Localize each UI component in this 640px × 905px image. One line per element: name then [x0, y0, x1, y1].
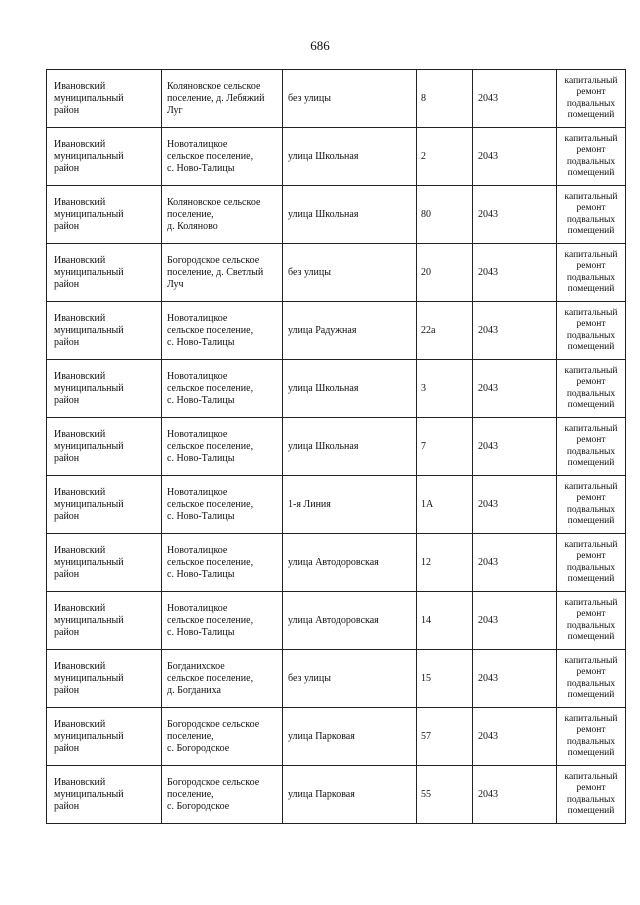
table-row — [47, 476, 626, 534]
district-cell-text: Ивановский муниципальный район — [54, 196, 124, 232]
table-row — [47, 244, 626, 302]
year-cell — [473, 128, 557, 186]
street-cell-text: без улицы — [288, 672, 331, 684]
registry-table-body — [47, 70, 626, 824]
house-number-cell-text: 7 — [421, 440, 426, 452]
year-cell-text: 2043 — [478, 788, 498, 800]
table-row — [47, 708, 626, 766]
settlement-cell-text: Богородское сельское поселение, с. Богородское — [167, 718, 260, 754]
settlement-cell — [162, 534, 283, 592]
street-cell-text: улица Школьная — [288, 150, 359, 162]
settlement-cell-text: Новоталицкое сельское поселение, с. Ново-Талицы — [167, 428, 254, 464]
street-cell-text: улица Парковая — [288, 788, 355, 800]
work-type-cell — [557, 476, 626, 534]
house-number-cell-text: 55 — [421, 788, 431, 800]
street-cell — [283, 186, 417, 244]
district-cell — [47, 766, 162, 824]
house-number-cell-text: 14 — [421, 614, 431, 626]
house-number-cell — [417, 128, 473, 186]
work-type-cell — [557, 650, 626, 708]
house-number-cell — [417, 360, 473, 418]
street-cell — [283, 476, 417, 534]
registry-table — [46, 69, 626, 824]
year-cell — [473, 360, 557, 418]
street-cell — [283, 418, 417, 476]
year-cell — [473, 302, 557, 360]
table-row — [47, 70, 626, 128]
street-cell-text: без улицы — [288, 266, 331, 278]
year-cell-text: 2043 — [478, 556, 498, 568]
year-cell-text: 2043 — [478, 382, 498, 394]
street-cell-text: улица Автодоровская — [288, 556, 379, 568]
street-cell — [283, 534, 417, 592]
settlement-cell-text: Богородское сельское поселение, с. Богородское — [167, 776, 260, 812]
district-cell-text: Ивановский муниципальный район — [54, 660, 124, 696]
house-number-cell-text: 20 — [421, 266, 431, 278]
district-cell — [47, 128, 162, 186]
settlement-cell — [162, 360, 283, 418]
house-number-cell-text: 12 — [421, 556, 431, 568]
street-cell-text: улица Школьная — [288, 440, 359, 452]
street-cell — [283, 708, 417, 766]
settlement-cell-text: Новоталицкое сельское поселение, с. Ново-Талицы — [167, 138, 254, 174]
settlement-cell-text: Богородское сельское поселение, д. Светлый Луч — [167, 254, 264, 290]
house-number-cell-text: 1А — [421, 498, 434, 510]
work-type-cell — [557, 244, 626, 302]
table-row — [47, 302, 626, 360]
house-number-cell — [417, 302, 473, 360]
year-cell-text: 2043 — [478, 208, 498, 220]
house-number-cell — [417, 244, 473, 302]
year-cell — [473, 476, 557, 534]
settlement-cell-text: Новоталицкое сельское поселение, с. Ново-Талицы — [167, 544, 254, 580]
district-cell — [47, 186, 162, 244]
year-cell — [473, 708, 557, 766]
table-row — [47, 766, 626, 824]
street-cell — [283, 128, 417, 186]
street-cell — [283, 244, 417, 302]
settlement-cell-text: Коляновское сельское поселение, д. Лебяжий Луг — [167, 80, 265, 116]
work-type-cell — [557, 360, 626, 418]
year-cell — [473, 186, 557, 244]
work-type-cell-text: капитальный ремонт подвальных помещений — [564, 75, 618, 120]
work-type-cell — [557, 708, 626, 766]
table-row — [47, 592, 626, 650]
house-number-cell-text: 80 — [421, 208, 431, 220]
settlement-cell — [162, 592, 283, 650]
district-cell-text: Ивановский муниципальный район — [54, 428, 124, 464]
street-cell-text: улица Автодоровская — [288, 614, 379, 626]
district-cell — [47, 244, 162, 302]
settlement-cell-text: Новоталицкое сельское поселение, с. Ново-Талицы — [167, 370, 254, 406]
work-type-cell-text: капитальный ремонт подвальных помещений — [564, 655, 618, 700]
work-type-cell-text: капитальный ремонт подвальных помещений — [564, 133, 618, 178]
district-cell-text: Ивановский муниципальный район — [54, 80, 124, 116]
house-number-cell-text: 3 — [421, 382, 426, 394]
settlement-cell — [162, 708, 283, 766]
settlement-cell — [162, 766, 283, 824]
work-type-cell-text: капитальный ремонт подвальных помещений — [564, 481, 618, 526]
settlement-cell — [162, 186, 283, 244]
year-cell — [473, 766, 557, 824]
work-type-cell-text: капитальный ремонт подвальных помещений — [564, 365, 618, 410]
street-cell — [283, 766, 417, 824]
street-cell — [283, 302, 417, 360]
settlement-cell — [162, 244, 283, 302]
district-cell-text: Ивановский муниципальный район — [54, 718, 124, 754]
work-type-cell-text: капитальный ремонт подвальных помещений — [564, 307, 618, 352]
work-type-cell — [557, 302, 626, 360]
settlement-cell — [162, 418, 283, 476]
work-type-cell-text: капитальный ремонт подвальных помещений — [564, 713, 618, 758]
settlement-cell-text: Новоталицкое сельское поселение, с. Ново-Талицы — [167, 486, 254, 522]
house-number-cell-text: 57 — [421, 730, 431, 742]
year-cell-text: 2043 — [478, 92, 498, 104]
settlement-cell — [162, 70, 283, 128]
house-number-cell — [417, 592, 473, 650]
district-cell-text: Ивановский муниципальный район — [54, 544, 124, 580]
street-cell — [283, 592, 417, 650]
year-cell-text: 2043 — [478, 672, 498, 684]
house-number-cell — [417, 650, 473, 708]
work-type-cell-text: капитальный ремонт подвальных помещений — [564, 191, 618, 236]
house-number-cell — [417, 534, 473, 592]
year-cell — [473, 650, 557, 708]
street-cell-text: улица Радужная — [288, 324, 357, 336]
street-cell-text: улица Парковая — [288, 730, 355, 742]
district-cell — [47, 70, 162, 128]
work-type-cell-text: капитальный ремонт подвальных помещений — [564, 249, 618, 294]
house-number-cell — [417, 766, 473, 824]
house-number-cell — [417, 418, 473, 476]
district-cell-text: Ивановский муниципальный район — [54, 486, 124, 522]
house-number-cell-text: 2 — [421, 150, 426, 162]
street-cell — [283, 360, 417, 418]
work-type-cell-text: капитальный ремонт подвальных помещений — [564, 423, 618, 468]
district-cell — [47, 650, 162, 708]
year-cell-text: 2043 — [478, 150, 498, 162]
work-type-cell — [557, 418, 626, 476]
street-cell-text: 1-я Линия — [288, 498, 331, 510]
year-cell-text: 2043 — [478, 614, 498, 626]
settlement-cell-text: Богданихское сельское поселение, д. Богданиха — [167, 660, 254, 696]
district-cell-text: Ивановский муниципальный район — [54, 312, 124, 348]
district-cell-text: Ивановский муниципальный район — [54, 254, 124, 290]
year-cell-text: 2043 — [478, 324, 498, 336]
table-row — [47, 360, 626, 418]
settlement-cell-text: Новоталицкое сельское поселение, с. Ново-Талицы — [167, 602, 254, 638]
district-cell — [47, 476, 162, 534]
work-type-cell — [557, 592, 626, 650]
street-cell-text: без улицы — [288, 92, 331, 104]
house-number-cell — [417, 186, 473, 244]
work-type-cell — [557, 186, 626, 244]
table-row — [47, 186, 626, 244]
house-number-cell — [417, 476, 473, 534]
settlement-cell-text: Новоталицкое сельское поселение, с. Ново-Талицы — [167, 312, 254, 348]
work-type-cell-text: капитальный ремонт подвальных помещений — [564, 771, 618, 816]
street-cell-text: улица Школьная — [288, 208, 359, 220]
work-type-cell — [557, 766, 626, 824]
table-row — [47, 534, 626, 592]
street-cell-text: улица Школьная — [288, 382, 359, 394]
settlement-cell — [162, 302, 283, 360]
district-cell — [47, 302, 162, 360]
district-cell — [47, 534, 162, 592]
work-type-cell-text: капитальный ремонт подвальных помещений — [564, 539, 618, 584]
district-cell-text: Ивановский муниципальный район — [54, 776, 124, 812]
work-type-cell — [557, 534, 626, 592]
district-cell — [47, 418, 162, 476]
year-cell — [473, 418, 557, 476]
house-number-cell-text: 15 — [421, 672, 431, 684]
work-type-cell — [557, 70, 626, 128]
year-cell — [473, 534, 557, 592]
work-type-cell — [557, 128, 626, 186]
year-cell-text: 2043 — [478, 730, 498, 742]
page-number: 686 — [310, 38, 330, 53]
year-cell-text: 2043 — [478, 266, 498, 278]
table-row — [47, 650, 626, 708]
street-cell — [283, 70, 417, 128]
year-cell-text: 2043 — [478, 498, 498, 510]
settlement-cell-text: Коляновское сельское поселение, д. Коляново — [167, 196, 261, 232]
district-cell — [47, 592, 162, 650]
district-cell-text: Ивановский муниципальный район — [54, 138, 124, 174]
district-cell — [47, 708, 162, 766]
settlement-cell — [162, 476, 283, 534]
settlement-cell — [162, 650, 283, 708]
street-cell — [283, 650, 417, 708]
settlement-cell — [162, 128, 283, 186]
year-cell — [473, 244, 557, 302]
house-number-cell — [417, 708, 473, 766]
district-cell-text: Ивановский муниципальный район — [54, 602, 124, 638]
house-number-cell-text: 8 — [421, 92, 426, 104]
work-type-cell-text: капитальный ремонт подвальных помещений — [564, 597, 618, 642]
year-cell-text: 2043 — [478, 440, 498, 452]
year-cell — [473, 592, 557, 650]
house-number-cell — [417, 70, 473, 128]
table-row — [47, 128, 626, 186]
year-cell — [473, 70, 557, 128]
district-cell-text: Ивановский муниципальный район — [54, 370, 124, 406]
table-row — [47, 418, 626, 476]
district-cell — [47, 360, 162, 418]
house-number-cell-text: 22а — [421, 324, 436, 336]
